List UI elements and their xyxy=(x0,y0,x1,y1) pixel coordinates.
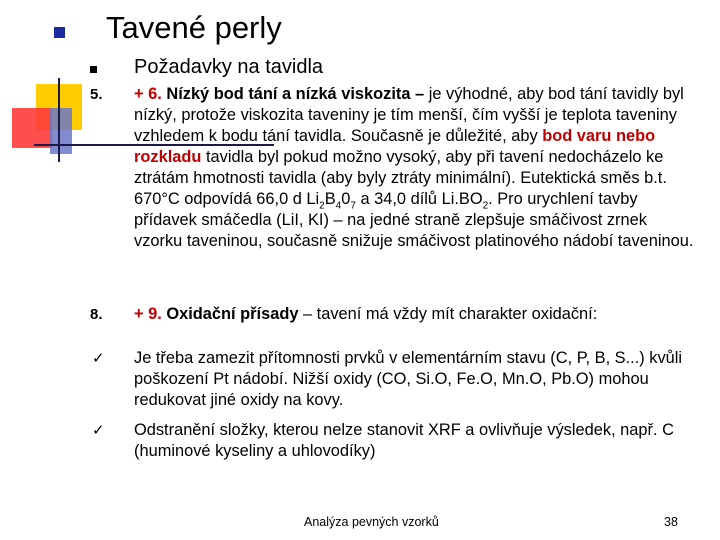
checkmark-icon: ✓ xyxy=(92,349,105,367)
boiling-point-highlight: bod varu nebo rozkladu xyxy=(134,127,656,166)
item-number-6: + 6. xyxy=(134,85,162,103)
decor-blue-square xyxy=(50,108,72,154)
decor-red-square xyxy=(12,108,52,148)
heading-bullet-icon xyxy=(90,66,97,73)
list-marker-8: 8. xyxy=(90,306,103,323)
paragraph-elemental-state: Je třeba zamezit přítomnosti prvků v elementárním stavu (C, P, B, S...) kvůli poškození Pt nádobí. Nižší oxidy (CO, Si.O, Fe.O, Mn.O, Pb.O) mohou redukovat jiné oxidy na kovy. xyxy=(134,349,683,409)
checkmark-icon: ✓ xyxy=(92,421,105,439)
paragraph-viscosity: + 6. Nízký bod tání a nízká viskozita – je výhodné, aby bod tání tavidly byl nízký, protože viskozita taveniny je tím menší, čím vyšší je teplota taveniny vzhledem k bodu tání tavidla. Současně je důležité, aby bod varu nebo rozkladu tavidla byl pokud možno vysoký, aby při tavení nedocházelo ke ztrátám hmotnosti tavidla (aby byly ztráty minimální). Eutektická směs b.t. 670°C odpovídá 66,0 d $Li_2B_40_7$ a 34,0 dílů $Li.BO_2$. Pro urychlení tavby přídavek smáčedla (LiI, KI) – na jedné straně zlepšuje smáčivost zrnek vzorku taveninou, současně snižuje smáčivost platinového nádobí taveninou. xyxy=(134,85,694,250)
item-number-9: + 9. xyxy=(134,305,162,323)
section-heading: Požadavky na tavidla xyxy=(134,56,324,78)
paragraph-removal: Odstranění složky, kterou nelze stanovit XRF a ovlivňuje výsledek, např. C (huminové kyseliny a uhlovodíky) xyxy=(134,421,674,460)
decor-vertical-line xyxy=(58,78,60,162)
title-bullet-icon xyxy=(54,27,65,38)
list-marker-5: 5. xyxy=(90,86,103,103)
footer-page-number: 38 xyxy=(664,515,678,529)
footer-course-name: Analýza pevných vzorků xyxy=(304,515,439,529)
paragraph-oxidation: + 9. Oxidační přísady – tavení má vždy mít charakter oxidační: xyxy=(134,305,598,323)
oxidation-heading: Oxidační přísady xyxy=(166,305,299,323)
viscosity-heading: Nízký bod tání a nízká viskozita – xyxy=(166,85,425,103)
slide-title: Tavené perly xyxy=(106,10,282,45)
